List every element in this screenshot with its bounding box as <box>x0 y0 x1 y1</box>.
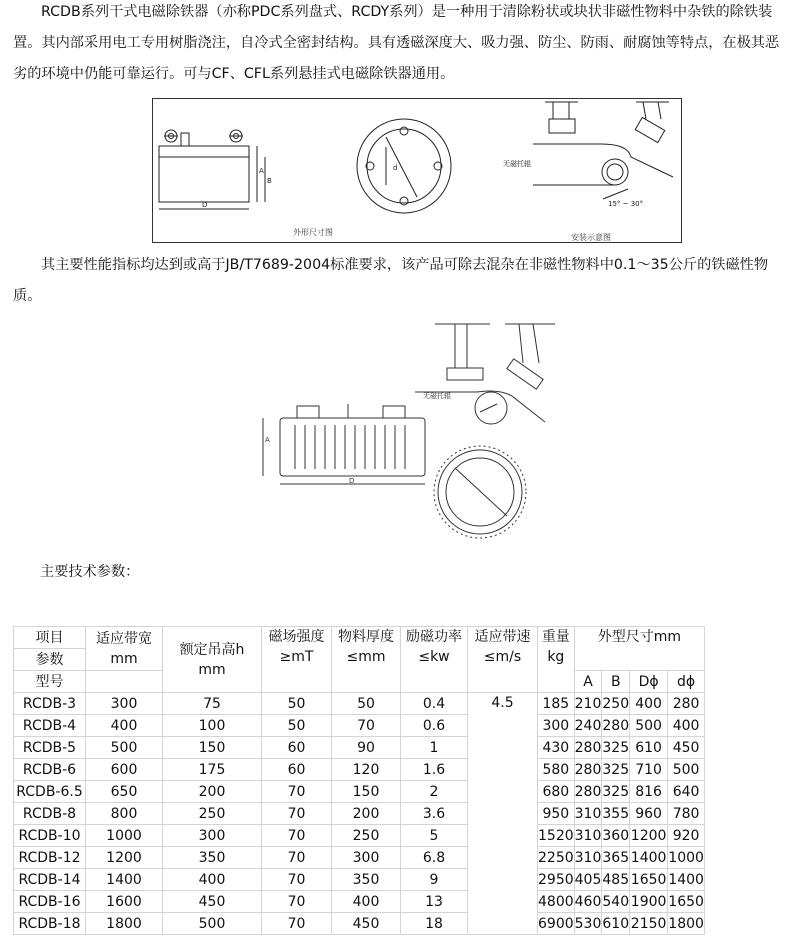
table-cell: 950 <box>538 803 575 825</box>
table-cell: 1800 <box>86 913 163 935</box>
figure1-dim-a: A <box>259 167 264 175</box>
table-cell: 70 <box>262 913 332 935</box>
table-row <box>14 737 705 759</box>
table-cell: 300 <box>86 693 163 715</box>
params-heading: 主要技术参数： <box>40 564 140 580</box>
header-weight: 重量 kg <box>538 627 575 693</box>
product-drawing-svg <box>255 318 555 548</box>
table-cell: 610 <box>630 737 668 759</box>
table-cell: 500 <box>163 913 262 935</box>
table-cell: 6900 <box>538 913 575 935</box>
table-cell: 1 <box>401 737 468 759</box>
table-cell: 1600 <box>86 891 163 913</box>
table-cell: 300 <box>332 847 401 869</box>
table-row <box>14 781 705 803</box>
table-cell: 460 <box>574 891 602 913</box>
table-cell: 1900 <box>630 891 668 913</box>
table-cell: 2950 <box>538 869 575 891</box>
table-cell: 300 <box>163 825 262 847</box>
table-cell: 280 <box>602 715 630 737</box>
table-cell: 70 <box>262 803 332 825</box>
header-power: 励磁功率 ≤kw <box>401 627 468 693</box>
table-cell: 450 <box>332 913 401 935</box>
table-cell: 2250 <box>538 847 575 869</box>
header-dim-d: Dϕ <box>630 671 668 693</box>
table-cell: RCDB-16 <box>14 891 86 913</box>
table-cell: 1400 <box>86 869 163 891</box>
table-cell: 185 <box>538 693 575 715</box>
header-suspension-height: 额定吊高h mm <box>163 627 262 693</box>
table-cell: 0.4 <box>401 693 468 715</box>
table-cell: 325 <box>602 781 630 803</box>
table-cell: 280 <box>574 737 602 759</box>
figure1-roller-label: 无磁托辊 <box>503 160 531 168</box>
table-cell: 300 <box>538 715 575 737</box>
header-dimensions: 外型尺寸mm <box>574 627 704 671</box>
table-cell: 310 <box>574 825 602 847</box>
spec-table <box>13 626 705 935</box>
product-drawing <box>255 318 555 548</box>
outline-installation-figure <box>152 98 682 243</box>
table-cell: 2150 <box>630 913 668 935</box>
header-dim-small-d: dϕ <box>668 671 705 693</box>
outline-installation-drawing <box>153 99 681 242</box>
table-cell: RCDB-18 <box>14 913 86 935</box>
table-cell: 780 <box>668 803 705 825</box>
table-cell: 310 <box>574 847 602 869</box>
header-field-strength: 磁场强度 ≥mT <box>262 627 332 693</box>
table-cell: 650 <box>86 781 163 803</box>
table-cell: 150 <box>332 781 401 803</box>
table-cell: 250 <box>602 693 630 715</box>
table-cell: 50 <box>262 693 332 715</box>
figure1-caption-installation: 安装示意图 <box>571 233 611 242</box>
table-cell: 4800 <box>538 891 575 913</box>
table-cell: 50 <box>262 715 332 737</box>
intro-paragraph-2: 其主要性能指标均达到或高于JB/T7689-2004标准要求，该产品可除去混杂在非磁性物料中0.1～35公斤的铁磁性物质。 <box>13 257 769 304</box>
table-cell: 450 <box>668 737 705 759</box>
figure1-caption-outline: 外形尺寸图 <box>293 228 333 237</box>
table-cell: 2 <box>401 781 468 803</box>
table-cell: RCDB-14 <box>14 869 86 891</box>
table-cell: 50 <box>332 693 401 715</box>
table-cell: 800 <box>86 803 163 825</box>
table-row <box>14 891 705 913</box>
table-cell: 75 <box>163 693 262 715</box>
header-material-thickness: 物料厚度 ≤mm <box>332 627 401 693</box>
table-cell: 325 <box>602 759 630 781</box>
table-cell: 13 <box>401 891 468 913</box>
figure1-dim-small-d: d <box>393 164 398 172</box>
table-cell: 400 <box>630 693 668 715</box>
table-cell: 1650 <box>630 869 668 891</box>
table-cell: 400 <box>163 869 262 891</box>
table-cell: 100 <box>163 715 262 737</box>
figure1-angle-label: 15° ~ 30° <box>608 200 644 208</box>
table-row <box>14 825 705 847</box>
table-cell: 500 <box>630 715 668 737</box>
table-cell: 500 <box>86 737 163 759</box>
header-model: 型号 <box>14 671 86 693</box>
table-cell: 3.6 <box>401 803 468 825</box>
figure2-roller-label: 无磁托辊 <box>423 392 451 400</box>
table-cell: 70 <box>332 715 401 737</box>
table-cell: 400 <box>86 715 163 737</box>
header-dim-a: A <box>574 671 602 693</box>
header-blank <box>86 671 163 693</box>
table-cell: 360 <box>602 825 630 847</box>
table-cell: 960 <box>630 803 668 825</box>
table-cell: 70 <box>262 825 332 847</box>
table-cell: 680 <box>538 781 575 803</box>
table-row <box>14 847 705 869</box>
table-cell: 485 <box>602 869 630 891</box>
belt-speed-value: 4.5 <box>468 693 538 935</box>
table-cell: 1400 <box>630 847 668 869</box>
table-cell: 600 <box>86 759 163 781</box>
table-cell: 1200 <box>86 847 163 869</box>
table-cell: 610 <box>602 913 630 935</box>
table-cell: 280 <box>574 759 602 781</box>
table-cell: 1000 <box>668 847 705 869</box>
table-cell: 540 <box>602 891 630 913</box>
table-cell: 0.6 <box>401 715 468 737</box>
table-cell: 405 <box>574 869 602 891</box>
table-cell: 70 <box>262 869 332 891</box>
table-cell: 5 <box>401 825 468 847</box>
table-cell: 200 <box>332 803 401 825</box>
table-cell: 310 <box>574 803 602 825</box>
table-cell: RCDB-6.5 <box>14 781 86 803</box>
table-cell: 1200 <box>630 825 668 847</box>
table-cell: 280 <box>574 781 602 803</box>
table-cell: 1.6 <box>401 759 468 781</box>
table-cell: 710 <box>630 759 668 781</box>
table-cell: 1400 <box>668 869 705 891</box>
figure1-dim-d: D <box>202 201 208 209</box>
table-row <box>14 693 705 715</box>
table-cell: RCDB-5 <box>14 737 86 759</box>
table-row <box>14 913 705 935</box>
intro-paragraph-1: RCDB系列干式电磁除铁器（亦称PDC系列盘式、RCDY系列）是一种用于清除粉状或块状非磁性物料中杂铁的除铁装置。其内部采用电工专用树脂浇注，自冷式全密封结构。具有透磁深度大、吸力强、防尘、防雨、耐腐蚀等特点，在极其恶劣的环境中仍能可靠运行。可与CF、CFL系列悬挂式电磁除铁器通用。 <box>13 4 780 82</box>
table-cell: 355 <box>602 803 630 825</box>
table-cell: 70 <box>262 781 332 803</box>
table-cell: 175 <box>163 759 262 781</box>
table-cell: 640 <box>668 781 705 803</box>
table-cell: RCDB-6 <box>14 759 86 781</box>
table-cell: 90 <box>332 737 401 759</box>
table-cell: 920 <box>668 825 705 847</box>
header-item: 项目 <box>14 627 86 649</box>
table-cell: 240 <box>574 715 602 737</box>
table-cell: 400 <box>668 715 705 737</box>
table-cell: 70 <box>262 847 332 869</box>
table-cell: 350 <box>332 869 401 891</box>
figure2-dim-d: D <box>349 477 355 485</box>
header-belt-width: 适应带宽 mm <box>86 627 163 671</box>
table-cell: RCDB-12 <box>14 847 86 869</box>
table-header-row <box>14 627 705 649</box>
table-cell: 60 <box>262 737 332 759</box>
table-cell: RCDB-4 <box>14 715 86 737</box>
table-cell: 6.8 <box>401 847 468 869</box>
table-cell: 70 <box>262 891 332 913</box>
table-cell: 1520 <box>538 825 575 847</box>
table-cell: 18 <box>401 913 468 935</box>
table-cell: 580 <box>538 759 575 781</box>
table-cell: 816 <box>630 781 668 803</box>
header-dim-b: B <box>602 671 630 693</box>
table-cell: 450 <box>163 891 262 913</box>
table-cell: 325 <box>602 737 630 759</box>
table-cell: 280 <box>668 693 705 715</box>
table-cell: 350 <box>163 847 262 869</box>
table-cell: 500 <box>668 759 705 781</box>
header-belt-speed: 适应带速 ≤m/s <box>468 627 538 693</box>
table-cell: 365 <box>602 847 630 869</box>
table-cell: 1000 <box>86 825 163 847</box>
header-param: 参数 <box>14 649 86 671</box>
table-row <box>14 715 705 737</box>
table-cell: 210 <box>574 693 602 715</box>
table-cell: 250 <box>332 825 401 847</box>
table-cell: 60 <box>262 759 332 781</box>
table-cell: RCDB-8 <box>14 803 86 825</box>
table-cell: RCDB-10 <box>14 825 86 847</box>
figure2-dim-a: A <box>265 436 270 444</box>
table-cell: 530 <box>574 913 602 935</box>
table-row <box>14 759 705 781</box>
table-cell: 150 <box>163 737 262 759</box>
table-cell: 120 <box>332 759 401 781</box>
table-cell: 400 <box>332 891 401 913</box>
table-cell: 200 <box>163 781 262 803</box>
table-cell: RCDB-3 <box>14 693 86 715</box>
table-row <box>14 869 705 891</box>
table-cell: 1800 <box>668 913 705 935</box>
table-cell: 250 <box>163 803 262 825</box>
table-row <box>14 803 705 825</box>
figure1-dim-b: B <box>267 177 272 185</box>
table-cell: 430 <box>538 737 575 759</box>
table-cell: 1650 <box>668 891 705 913</box>
table-cell: 9 <box>401 869 468 891</box>
